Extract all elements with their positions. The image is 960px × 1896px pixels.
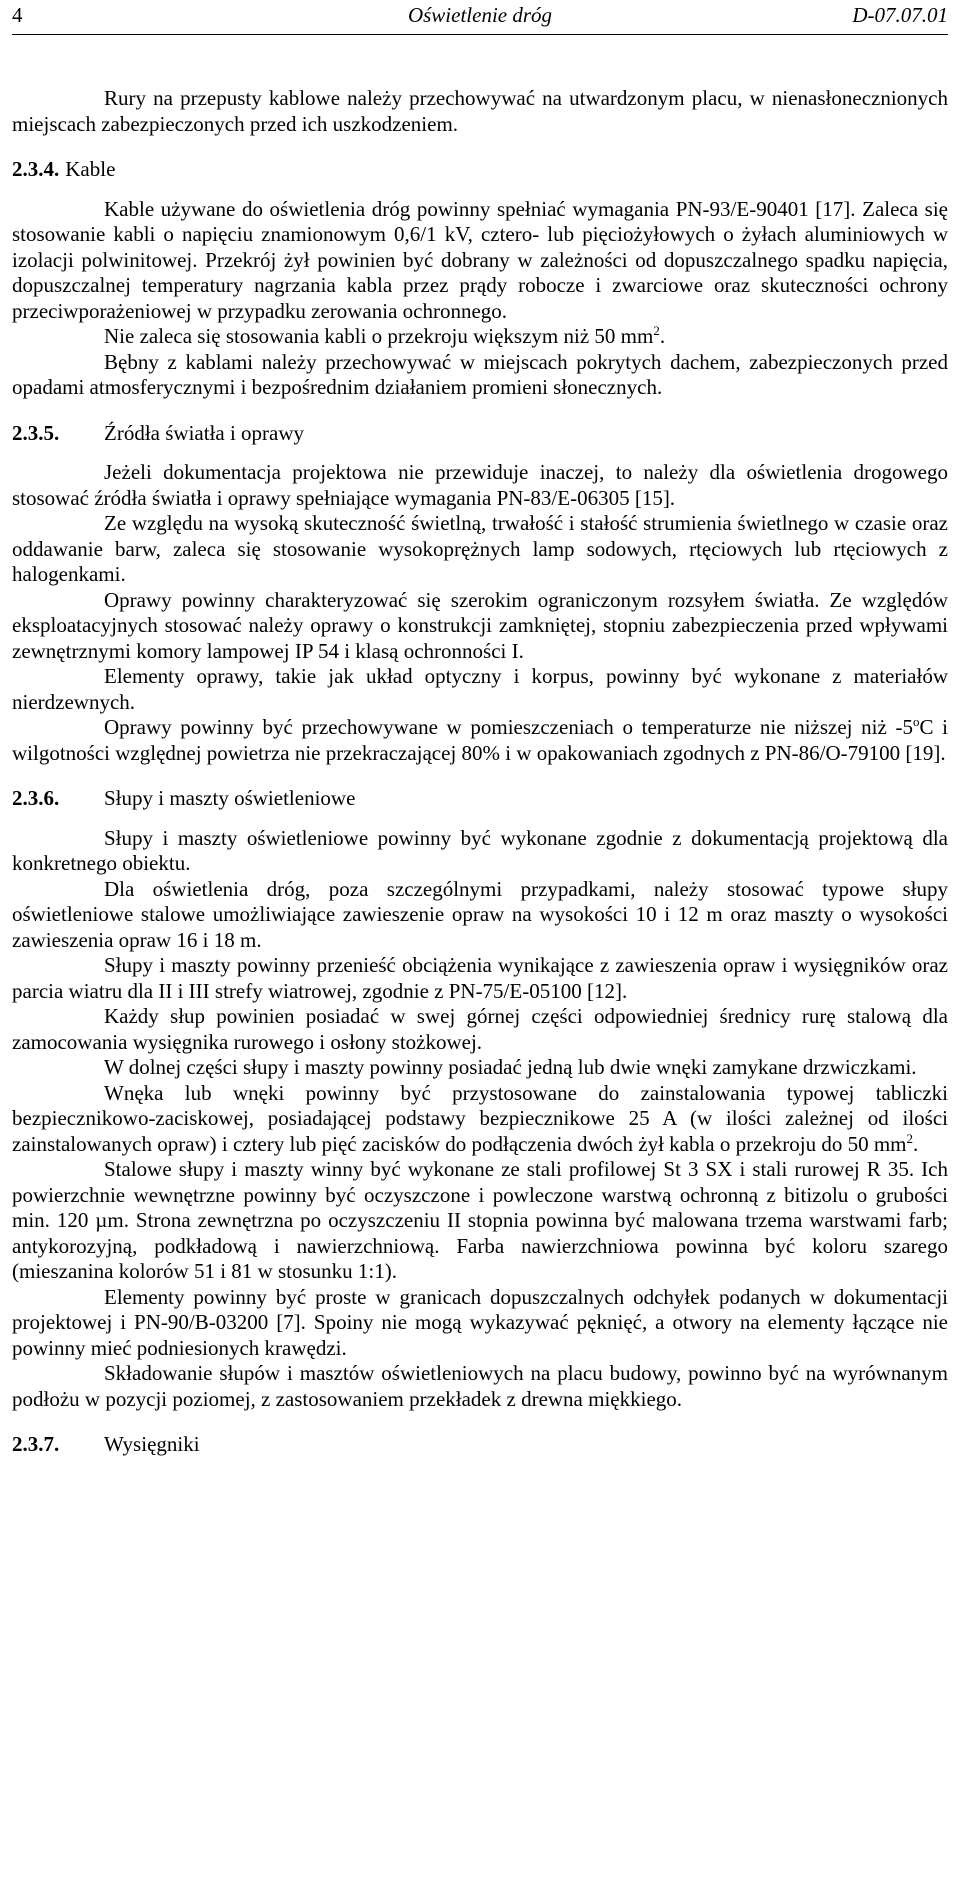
paragraph <box>12 350 948 401</box>
paragraph <box>12 511 948 588</box>
paragraph <box>12 664 948 715</box>
paragraph-text: Ze względu na wysoką skuteczność świetlną, trwałość i stałość strumienia świetlnego w czasie oraz oddawanie barw, zaleca się stosowanie wysokoprężnych lamp sodowych, rtęciowych lub rtęciowych z halogenkami. <box>12 511 948 586</box>
section-number: 2.3.4. <box>12 157 60 181</box>
section-heading <box>12 157 948 183</box>
paragraph-text: Jeżeli dokumentacja projektowa nie przewiduje inaczej, to należy dla oświetlenia drogowego stosować źródła światła i oprawy spełniające wymagania PN-83/E-06305 [15]. <box>12 460 948 510</box>
paragraph-text-tail: C i wilgotności względnej powietrza nie przekraczającej 80% i w opakowaniach zgodnych z PN-86/O-79100 [19]. <box>12 715 949 765</box>
paragraph <box>12 877 948 954</box>
paragraph-text: Słupy i maszty powinny przenieść obciążenia wynikające z zawieszenia opraw i wysięgników oraz parcia wiatru dla II i III strefy wiatrowej, zgodnie z PN-75/E-05100 [12]. <box>12 953 948 1003</box>
paragraph-text: Każdy słup powinien posiadać w swej górnej części odpowiedniej średnicy rurę stalową dla zamocowania wysięgnika rurowego i osłony stożkowej. <box>12 1004 948 1054</box>
paragraph <box>12 197 948 325</box>
paragraph-text: Wnęka lub wnęki powinny być przystosowane do zainstalowania typowej tabliczki bezpiecznikowo-zaciskowej, posiadającej podstawy bezpiecznikowe 25 A (w ilości zależnej od ilości zainstalowanych opraw) i cztery lub pięć zacisków do podłączenia dwóch żył kabla o przekroju do 50 mm <box>12 1080 948 1156</box>
paragraph <box>12 953 948 1004</box>
section-heading <box>12 786 948 812</box>
section-number: 2.3.6. <box>12 786 60 810</box>
paragraph-text: Rury na przepusty kablowe należy przechowywać na utwardzonym placu, w nienasłonecznionych miejscach zabezpieczonych przed ich uszkodzeniem. <box>12 86 948 136</box>
paragraph-text: Kable używane do oświetlenia dróg powinny spełniać wymagania PN-93/E-90401 [17]. Zaleca się stosowanie kabli o napięciu znamionowym 0,6/1 kV, cztero- lub pięciożyłowych o żyłach aluminiowych w izolacji polwinitowej. Przekrój żył powinien być dobrany w zależności od dopuszczalnego spadku napięcia, dopuszczalnej temperatury nagrzania kabla przez prądy robocze i zwarciowe oraz skuteczności ochrony przeciwporażeniowej w przypadku zerowania ochronnego. <box>12 196 948 323</box>
section-title: Kable <box>65 157 116 181</box>
page-header <box>12 0 948 34</box>
paragraph <box>12 1055 948 1081</box>
superscript: o <box>913 714 920 729</box>
paragraph <box>12 324 948 350</box>
paragraph <box>12 460 948 511</box>
paragraph-text: Dla oświetlenia dróg, poza szczególnymi przypadkami, należy stosować typowe słupy oświetleniowe stalowe umożliwiające zawieszenie opraw na wysokości 10 i 12 m oraz maszty o wysokości zawieszenia opraw 16 i 18 m. <box>12 876 948 952</box>
document-code: D-07.07.01 <box>852 3 948 27</box>
paragraph <box>12 1285 948 1362</box>
paragraph-text: Elementy oprawy, takie jak układ optyczny i korpus, powinny być wykonane z materiałów nierdzewnych. <box>12 664 948 714</box>
paragraph <box>12 588 948 665</box>
header-title: Oświetlenie dróg <box>407 3 553 27</box>
paragraph-text-tail: . <box>659 324 666 348</box>
section-title: Źródła światła i oprawy <box>104 420 305 445</box>
paragraph <box>12 86 948 137</box>
section-title: Słupy i maszty oświetleniowe <box>104 786 356 810</box>
section-heading <box>12 421 948 447</box>
paragraph-text: Składowanie słupów i masztów oświetleniowych na placu budowy, powinno być na wyrównanym podłożu w pozycji poziomej, z zastosowaniem przekładek z drewna miękkiego. <box>12 1361 948 1411</box>
paragraph <box>12 1081 948 1158</box>
document-body <box>12 86 948 1472</box>
paragraph-text-tail: . <box>913 1131 919 1156</box>
page-number: 4 <box>12 3 23 27</box>
section-number: 2.3.5. <box>12 420 60 445</box>
paragraph <box>12 1157 948 1285</box>
paragraph-text: W dolnej części słupy i maszty powinny posiadać jedną lub dwie wnęki zamykane drzwiczkami. <box>104 1055 917 1079</box>
superscript: 2 <box>653 323 660 338</box>
paragraph <box>12 826 948 877</box>
header-rule <box>12 34 948 35</box>
paragraph <box>12 715 948 766</box>
paragraph-text: Nie zaleca się stosowania kabli o przekroju większym niż 50 mm <box>104 324 654 348</box>
section-heading <box>12 1432 948 1458</box>
section-number: 2.3.7. <box>12 1432 60 1456</box>
paragraph-text: Elementy powinny być proste w granicach dopuszczalnych odchyłek podanych w dokumentacji projektowej i PN-90/B-03200 [7]. Spoiny nie mogą wykazywać pęknięć, a otwory na elementy łączące nie powinny mieć podniesionych krawędzi. <box>12 1284 948 1360</box>
paragraph-text: Oprawy powinny charakteryzować się szerokim ograniczonym rozsyłem światła. Ze względów eksploatacyjnych stosować należy oprawy o konstrukcji zamkniętej, stopniu zabezpieczenia przed wpływami zewnętrznymi komory lampowej IP 54 i klasą ochronności I. <box>12 587 948 663</box>
paragraph-text: Oprawy powinny być przechowywane w pomieszczeniach o temperaturze nie niższej niż -5 <box>104 715 913 739</box>
paragraph-text: Bębny z kablami należy przechowywać w miejscach pokrytych dachem, zabezpieczonych przed opadami atmosferycznymi i bezpośrednim działaniem promieni słonecznych. <box>12 349 948 399</box>
paragraph-text: Słupy i maszty oświetleniowe powinny być wykonane zgodnie z dokumentacją projektową dla konkretnego obiektu. <box>12 825 948 875</box>
paragraph <box>12 1361 948 1412</box>
paragraph <box>12 1004 948 1055</box>
superscript: 2 <box>906 1130 914 1146</box>
section-title: Wysięgniki <box>104 1432 200 1456</box>
paragraph-text: Stalowe słupy i maszty winny być wykonane ze stali profilowej St 3 SX i stali rurowej R 35. Ich powierzchnie wewnętrzne powinny być oczyszczone i powleczone warstwą ochronną z bitizolu o grubości min. 120 µm. Strona zewnętrzna po oczyszczeniu II stopnia powinna być malowana trzema warstwami farb; antykorozyjną, podkładową i nawierzchniową. Farba nawierzchniowa powinna być koloru szarego (mieszanina kolorów 51 i 81 w stosunku 1:1). <box>12 1157 948 1283</box>
